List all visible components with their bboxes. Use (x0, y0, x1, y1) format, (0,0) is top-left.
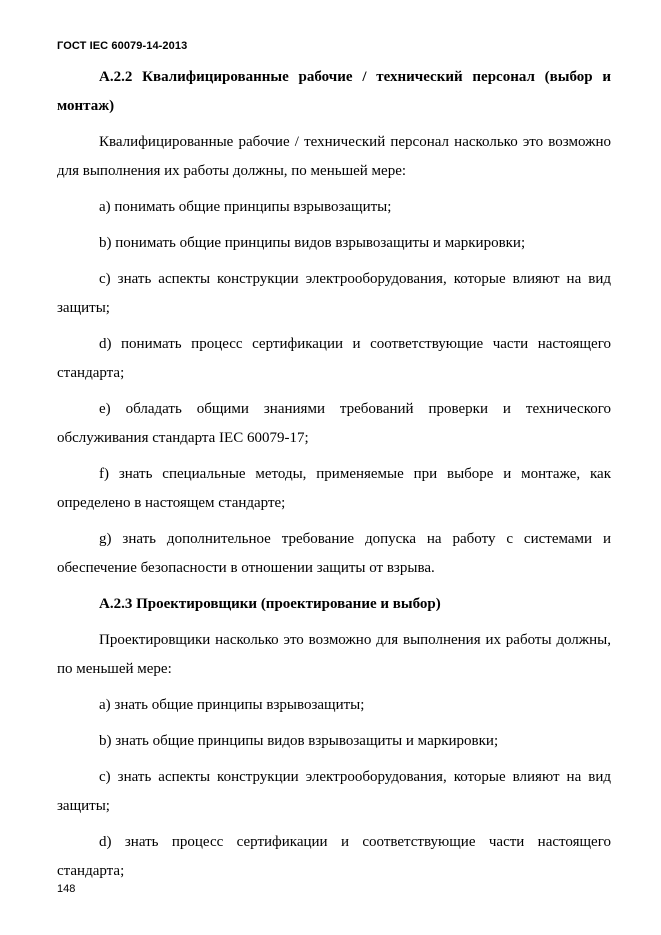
page-number: 148 (57, 883, 76, 895)
list-item: e) обладать общими знаниями требований проверки и технического обслуживания стандарта IEC 60079-17; (57, 401, 611, 446)
document-header: ГОСТ IEC 60079-14-2013 (57, 40, 188, 52)
list-item: a) понимать общие принципы взрывозащиты; (99, 199, 392, 215)
list-item: g) знать дополнительное требование допуска на работу с системами и обеспечение безопасности в отношении защиты от взрыва. (57, 531, 611, 576)
section-heading: А.2.2 Квалифицированные рабочие / технический персонал (выбор и монтаж) (57, 69, 611, 114)
section-heading: А.2.3 Проектировщики (проектирование и выбор) (99, 596, 441, 612)
list-item: c) знать аспекты конструкции электрооборудования, которые влияют на вид защиты; (57, 769, 611, 814)
list-item: f) знать специальные методы, применяемые при выборе и монтаже, как определено в настоящем стандарте; (57, 466, 611, 511)
list-item: a) знать общие принципы взрывозащиты; (99, 697, 365, 713)
section-intro: Квалифицированные рабочие / технический персонал насколько это возможно для выполнения их работы должны, по меньшей мере: (57, 134, 611, 179)
list-item: d) понимать процесс сертификации и соответствующие части настоящего стандарта; (57, 336, 611, 381)
list-item: b) понимать общие принципы видов взрывозащиты и маркировки; (99, 235, 526, 251)
list-item: d) знать процесс сертификации и соответствующие части настоящего стандарта; (57, 834, 611, 879)
list-item: b) знать общие принципы видов взрывозащиты и маркировки; (99, 733, 499, 749)
list-item: c) знать аспекты конструкции электрооборудования, которые влияют на вид защиты; (57, 271, 611, 316)
section-intro: Проектировщики насколько это возможно для выполнения их работы должны, по меньшей мере: (57, 632, 611, 677)
page-content (57, 63, 611, 893)
